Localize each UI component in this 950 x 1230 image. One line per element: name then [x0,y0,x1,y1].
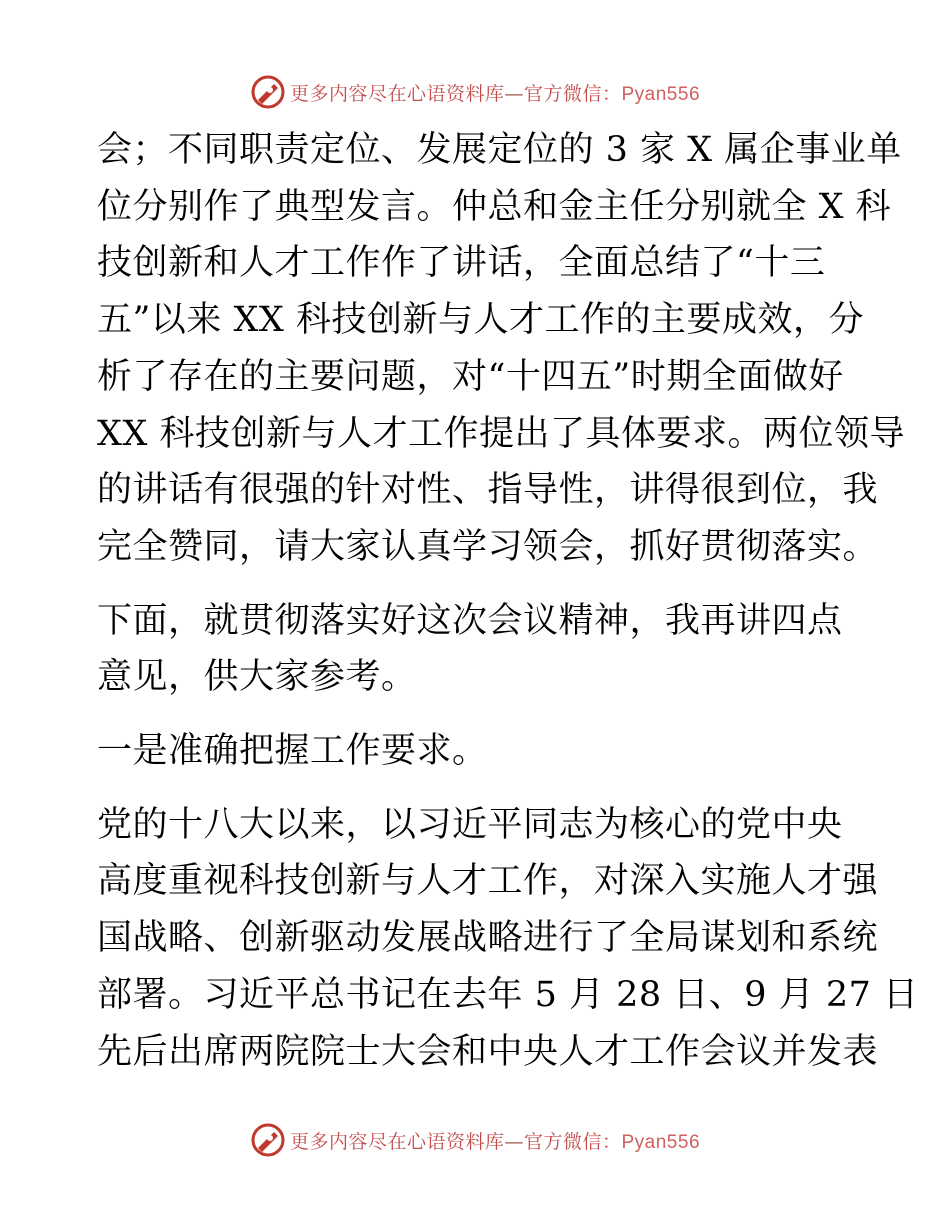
paragraph-2 [97,593,857,706]
pen-logo-icon [250,74,286,110]
watermark-text: 更多内容尽在心语资料库—官方微信：Pyan556 [289,82,701,105]
text-line: XX 科技创新与人才工作提出了具体要求。两位领导 [97,413,905,454]
pen-logo-icon [250,1122,286,1158]
text-line: 技创新和人才工作作了讲话，全面总结了“十三 [97,243,826,284]
text-line: 下面，就贯彻落实好这次会议精神，我再讲四点 [97,600,843,641]
section-heading: 一是准确把握工作要求。 [97,731,488,772]
paragraph-3-heading [97,723,857,780]
header-watermark [0,72,950,112]
text-line: 党的十八大以来，以习近平同志为核心的党中央 [97,804,843,845]
text-line: 部署。习近平总书记在去年 5 月 28 日、9 月 27 日 [97,974,919,1015]
text-line: 会；不同职责定位、发展定位的 3 家 X 属企事业单 [97,130,902,170]
text-line: 的讲话有很强的针对性、指导性，讲得很到位，我 [97,470,879,511]
text-line: 国战略、创新驱动发展战略进行了全局谋划和系统 [97,918,879,959]
text-line: 析了存在的主要问题，对“十四五”时期全面做好 [97,356,844,397]
text-line: 五”以来 XX 科技创新与人才工作的主要成效，分 [97,300,864,341]
text-line: 完全赞同，请大家认真学习领会，抓好贯彻落实。 [97,526,879,567]
paragraph-4 [97,797,919,1081]
text-line: 位分别作了典型发言。仲总和金主任分别就全 X 科 [97,186,892,227]
text-line: 意见，供大家参考。 [97,657,417,698]
watermark-text: 更多内容尽在心语资料库—官方微信：Pyan556 [289,1130,701,1153]
document-body [97,122,919,1080]
paragraph-1 [97,122,905,576]
footer-watermark [0,1120,950,1160]
text-line: 先后出席两院院士大会和中央人才工作会议并发表 [97,1031,879,1072]
text-line: 高度重视科技创新与人才工作，对深入实施人才强 [97,861,879,902]
